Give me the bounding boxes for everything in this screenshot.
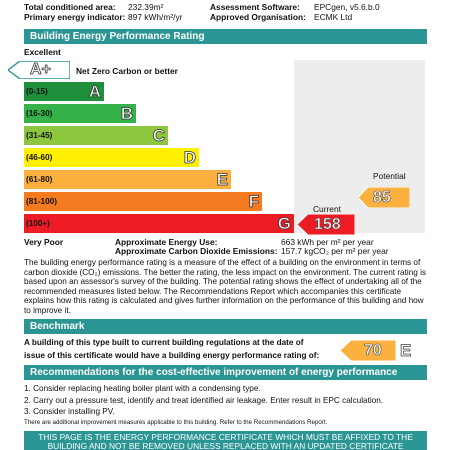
band-letter: D — [183, 148, 196, 167]
band-range: (0-15) — [26, 87, 48, 96]
benchmark-value: 70 — [364, 342, 382, 359]
footer-line-2: BUILDING AND NOT BE REMOVED UNLESS REPLACED WITH AN UPDATED CERTIFICATE — [47, 440, 404, 450]
info-row-area — [24, 2, 424, 12]
info-row-primary — [24, 12, 424, 22]
total-area-value: 232.39m² — [128, 2, 164, 12]
assessment-software-value: EPCgen, v5.6.b.0 — [314, 2, 380, 12]
rating-heading: Building Energy Performance Rating — [24, 29, 427, 44]
band-letter: B — [120, 104, 133, 123]
potential-label: Potential — [373, 171, 406, 181]
band-e — [24, 170, 231, 189]
band-letter: G — [277, 214, 291, 233]
footer-line-1: THIS PAGE IS THE ENERGY PERFORMANCE CERTIFICATE WHICH MUST BE AFFIXED TO THE — [38, 432, 413, 442]
current-label: Current — [313, 204, 341, 214]
recommendation-item: 3. Consider installing PV. — [24, 407, 115, 416]
band-c — [24, 126, 168, 145]
very-poor-label: Very Poor — [24, 237, 64, 247]
approx-energy-label: Approximate Energy Use: — [115, 237, 218, 247]
band-aplus — [8, 61, 70, 79]
band-range: (100+) — [26, 219, 50, 228]
approx-co2-label: Approximate Carbon Dioxide Emissions: — [115, 246, 278, 256]
potential-value: 85 — [373, 189, 391, 206]
approved-org-value: ECMK Ltd — [314, 12, 353, 22]
recommendations-heading: Recommendations for the cost-effective improvement of energy performance — [24, 365, 427, 380]
band-g — [24, 214, 294, 233]
primary-indicator-label: Primary energy indicator: — [24, 12, 126, 22]
total-area-label: Total conditioned area: — [24, 2, 116, 12]
band-f — [24, 192, 262, 211]
band-letter: C — [152, 126, 165, 145]
aplus-letter: A+ — [30, 61, 51, 78]
band-range: (16-30) — [26, 109, 53, 118]
approx-energy-value: 663 kWh per m² per year — [281, 237, 374, 247]
current-value: 158 — [314, 216, 341, 233]
band-b — [24, 104, 136, 123]
benchmark-rating-arrow — [340, 340, 396, 361]
benchmark-letter: E — [400, 341, 412, 360]
band-a — [24, 82, 104, 101]
band-d — [24, 148, 199, 167]
excellent-label: Excellent — [24, 47, 61, 57]
benchmark-line-2: issue of this certificate would have a building energy performance rating of: — [24, 351, 320, 360]
band-range: (81-100) — [26, 197, 57, 206]
assessment-software-label: Assessment Software: — [210, 2, 300, 12]
net-zero-label: Net Zero Carbon or better — [76, 66, 178, 76]
primary-indicator-value: 897 kWh/m²/yr — [128, 12, 183, 22]
recommendations-note: There are additional improvement measures applicable to this building. Refer to the Recommendations Report. — [24, 419, 328, 426]
band-letter: A — [88, 82, 101, 101]
recommendation-item: 2. Carry out a pressure test, identify and treat identified air leakage. Enter result in EPC calculation. — [24, 396, 384, 405]
band-range: (61-80) — [26, 175, 53, 184]
approx-co2-value: 157.7 kgCO₂ per m² per year — [281, 246, 389, 256]
band-range: (46-60) — [26, 153, 53, 162]
current-rating-arrow — [297, 214, 355, 235]
certificate-footer — [24, 431, 427, 450]
approved-org-label: Approved Organisation: — [210, 12, 306, 22]
band-range: (31-45) — [26, 131, 53, 140]
rating-explanation: The building energy performance rating is a measure of the effect of a building on the environment in terms of carbon dioxide (CO₂) emissions. The better the rating, the less impact on the environment. The current rating is based upon an assessor's survey of the building. The potential rating shows the effect of undertaking all of the recommended measures listed below. The Recommendations Report which accompanies this certificate explains how this rating is calculated and gives further information on the performance of this building and how to improve it. — [24, 258, 426, 315]
band-letter: E — [216, 170, 228, 189]
potential-rating-arrow — [358, 187, 410, 208]
benchmark-line-1: A building of this type built to current building regulations at the date of — [24, 338, 304, 347]
recommendation-item: 1. Consider replacing heating boiler plant with a condensing type. — [24, 384, 261, 393]
benchmark-heading: Benchmark — [24, 319, 427, 334]
band-letter: F — [248, 192, 259, 211]
